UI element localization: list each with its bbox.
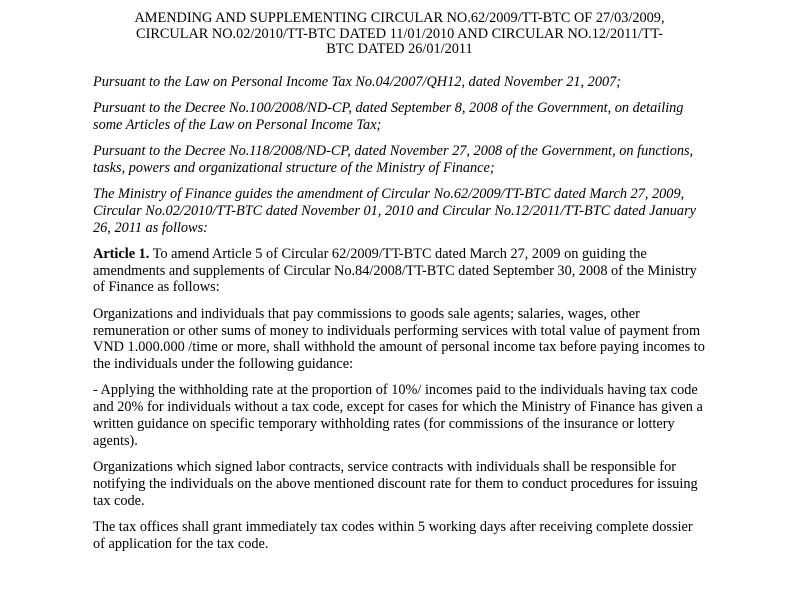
body-paragraph-organizations: Organizations which signed labor contracts, service contracts with individuals shall be responsible for notifying the individuals on the above mentioned discount rate for them to conduct procedures for issuing tax code. (93, 459, 698, 509)
article-1-text: To amend Article 5 of Circular 62/2009/TT-BTC dated March 27, 2009 on guiding the amendments and supplements of Circular No.84/2008/TT-BTC dated September 30, 2008 of the Ministry of Finance as follows: (93, 245, 697, 296)
preamble-decree-118: Pursuant to the Decree No.118/2008/ND-CP, dated November 27, 2008 of the Government, on functions, tasks, powers and organizational structure of the Ministry of Finance; (93, 142, 694, 176)
article-1-paragraph (93, 246, 706, 296)
title-line-1: AMENDING AND SUPPLEMENTING CIRCULAR NO.62/2009/TT-BTC OF 27/03/2009, (134, 10, 665, 26)
title-line-3: BTC DATED 26/01/2011 (326, 41, 473, 57)
body-paragraph-rate: - Applying the withholding rate at the proportion of 10%/ incomes paid to the individuals having tax code and 20% for individuals without a tax code, except for cases for which the Ministry of Finance has given a written guidance on specific temporary withholding rates (for commissions of the insurance or lottery agents). (93, 382, 703, 449)
title-line-2: CIRCULAR NO.02/2010/TT-BTC DATED 11/01/2010 AND CIRCULAR NO.12/2011/TT- (136, 25, 663, 42)
preamble-guidance: The Ministry of Finance guides the amendment of Circular No.62/2009/TT-BTC dated March 27, 2009, Circular No.02/2010/TT-BTC dated November 01, 2010 and Circular No.12/2011/TT-BTC dated January 26, 2011 as follows: (93, 185, 696, 236)
body-paragraph-withholding: Organizations and individuals that pay commissions to goods sale agents; salaries, wages, other remuneration or other sums of money to individuals performing services with total value of payment from VND 1.000.000 /time or more, shall withhold the amount of personal income tax before paying incomes to the individuals under the following guidance: (93, 305, 705, 373)
document-title (75, 11, 724, 58)
preamble-decree-100: Pursuant to the Decree No.100/2008/ND-CP, dated September 8, 2008 of the Government, on detailing some Articles of the Law on Personal Income Tax; (93, 99, 684, 133)
preamble-law-pit: Pursuant to the Law on Personal Income Tax No.04/2007/QH12, dated November 21, 2007; (93, 73, 622, 90)
article-1-heading: Article 1. (93, 245, 150, 262)
body-paragraph-tax-offices: The tax offices shall grant immediately tax codes within 5 working days after receiving complete dossier of application for the tax code. (93, 519, 693, 552)
